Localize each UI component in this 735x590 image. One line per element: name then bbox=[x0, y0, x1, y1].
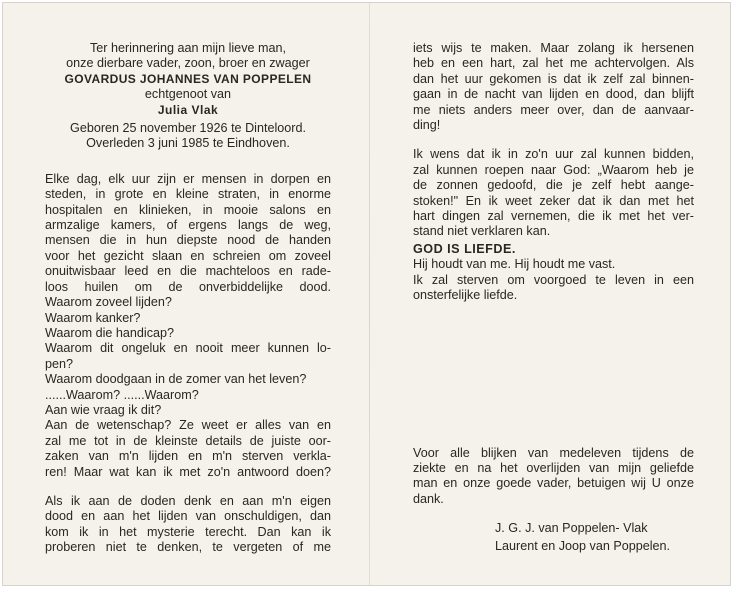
text-line: dank. bbox=[413, 491, 444, 506]
spouse-name: Julia Vlak bbox=[157, 102, 219, 117]
text-line: Elke dag, elk uur zijn er mensen in dorpen en bbox=[45, 171, 331, 186]
text-line: Waarom die handicap? bbox=[45, 325, 175, 340]
text-line: onuitwisbaar leed en die machteloos en rade- bbox=[45, 264, 331, 279]
text-line: Waarom zoveel lijden? bbox=[45, 295, 172, 310]
text-line: ......Waarom? ......Waarom? bbox=[45, 387, 199, 402]
text-line: onsterfelijke liefde. bbox=[413, 288, 518, 303]
left-page bbox=[45, 41, 331, 556]
text-line: kom ik in het mysterie terecht. Dan kan ik bbox=[45, 524, 331, 539]
text-line: voor het gezicht slaan en schreien om zoveel bbox=[45, 248, 331, 263]
paragraph-acceptance bbox=[413, 41, 694, 133]
text-line: proberen niet te denken, te vergeten of me bbox=[45, 540, 331, 555]
text-line: de zonnen gedoofd, die je zelf hebt aange- bbox=[413, 178, 694, 193]
text-line: stoken!" En ik weet zeker dat ik dan met het bbox=[413, 193, 694, 208]
text-line: zal kunnen roepen naar God: „Waarom heb je bbox=[413, 162, 694, 177]
signature-line: J. G. J. van Poppelen- Vlak bbox=[495, 521, 648, 536]
text-line: iets wijs te maken. Maar zolang ik hersenen bbox=[413, 41, 694, 55]
text-line: Als ik aan de doden denk en aan m'n eigen bbox=[45, 493, 331, 508]
card-fold bbox=[369, 3, 370, 585]
signature-line: Laurent en Joop van Poppelen. bbox=[495, 539, 671, 554]
text-line: Aan wie vraag ik dit? bbox=[45, 402, 162, 417]
text-line: Aan de wetenschap? Ze weet er alles van en bbox=[45, 418, 331, 433]
spouse-intro: echtgenoot van bbox=[144, 87, 232, 102]
born-line: Geboren 25 november 1926 te Dinteloord. bbox=[70, 121, 306, 136]
text-line: ziekte en na het overlijden van mijn geliefde bbox=[413, 460, 694, 475]
text-line: pen? bbox=[45, 356, 74, 371]
signatures bbox=[413, 519, 694, 555]
text-line: zal me tot in de kleinste details de juiste oor- bbox=[45, 433, 331, 448]
text-line: steden, in grote en kleine straten, in enorme bbox=[45, 187, 331, 202]
text-line: Ik zal sterven om voorgoed te leven in een bbox=[413, 272, 694, 287]
text-line: dan het uur gekomen is dat ik zelf zal binnen- bbox=[413, 71, 694, 86]
text-line: gaan in de nacht van lijden en dood, dan blijft bbox=[413, 87, 694, 102]
text-line: Ik wens dat ik in zo'n uur zal kunnen bidden, bbox=[413, 147, 694, 162]
right-page bbox=[413, 41, 694, 555]
text-line: man en onze goede vader, betuigen wij U onze bbox=[413, 476, 694, 491]
paragraph-faith bbox=[413, 257, 694, 303]
died-line: Overleden 3 juni 1985 te Eindhoven. bbox=[86, 136, 290, 151]
text-line: hart dingen zal vernemen, die ik met het ver- bbox=[413, 209, 694, 224]
text-line: Waarom dit ongeluk en nooit meer kunnen lo- bbox=[45, 341, 331, 356]
poem-continued bbox=[45, 494, 331, 556]
paragraph-prayer bbox=[413, 147, 694, 239]
header bbox=[45, 41, 331, 152]
god-is-love: GOD IS LIEFDE. bbox=[413, 241, 516, 256]
text-line: loos huilen om de onverbiddelijke dood. bbox=[45, 279, 331, 294]
text-line: armzalige kamers, of ergens langs de weg, bbox=[45, 218, 331, 233]
text-line: zaken van m'n lijden en m'n sterven verkla- bbox=[45, 449, 331, 464]
text-line: Waarom doodgaan in de zomer van het leven? bbox=[45, 372, 307, 387]
text-line: me niets anders meer over, dan de aanvaar- bbox=[413, 102, 694, 117]
thanks-paragraph bbox=[413, 446, 694, 508]
text-line: Hij houdt van me. Hij houdt me vast. bbox=[413, 257, 616, 272]
deceased-name: GOVARDUS JOHANNES VAN POPPELEN bbox=[64, 71, 312, 86]
text-line: heb en een hart, zal het me achtervolgen. Als bbox=[413, 56, 694, 71]
text-line: hospitalen en klinieken, in mooie salons en bbox=[45, 202, 331, 217]
header-line: onze dierbare vader, zoon, broer en zwager bbox=[66, 56, 310, 71]
text-line: mensen die in hun diepste nood de handen bbox=[45, 233, 331, 248]
text-line: ding! bbox=[413, 118, 441, 133]
text-line: dood en aan het lijden van onschuldigen, dan bbox=[45, 509, 331, 524]
header-line: Ter herinnering aan mijn lieve man, bbox=[89, 41, 286, 55]
text-line: ren! Maar wat kan ik met zo'n antwoord doen? bbox=[45, 464, 331, 479]
poem bbox=[45, 172, 331, 480]
text-line: Voor alle blijken van medeleven tijdens de bbox=[413, 445, 694, 460]
memorial-card bbox=[2, 2, 731, 586]
text-line: stand niet verklaren kan. bbox=[413, 224, 551, 239]
text-line: Waarom kanker? bbox=[45, 310, 141, 325]
